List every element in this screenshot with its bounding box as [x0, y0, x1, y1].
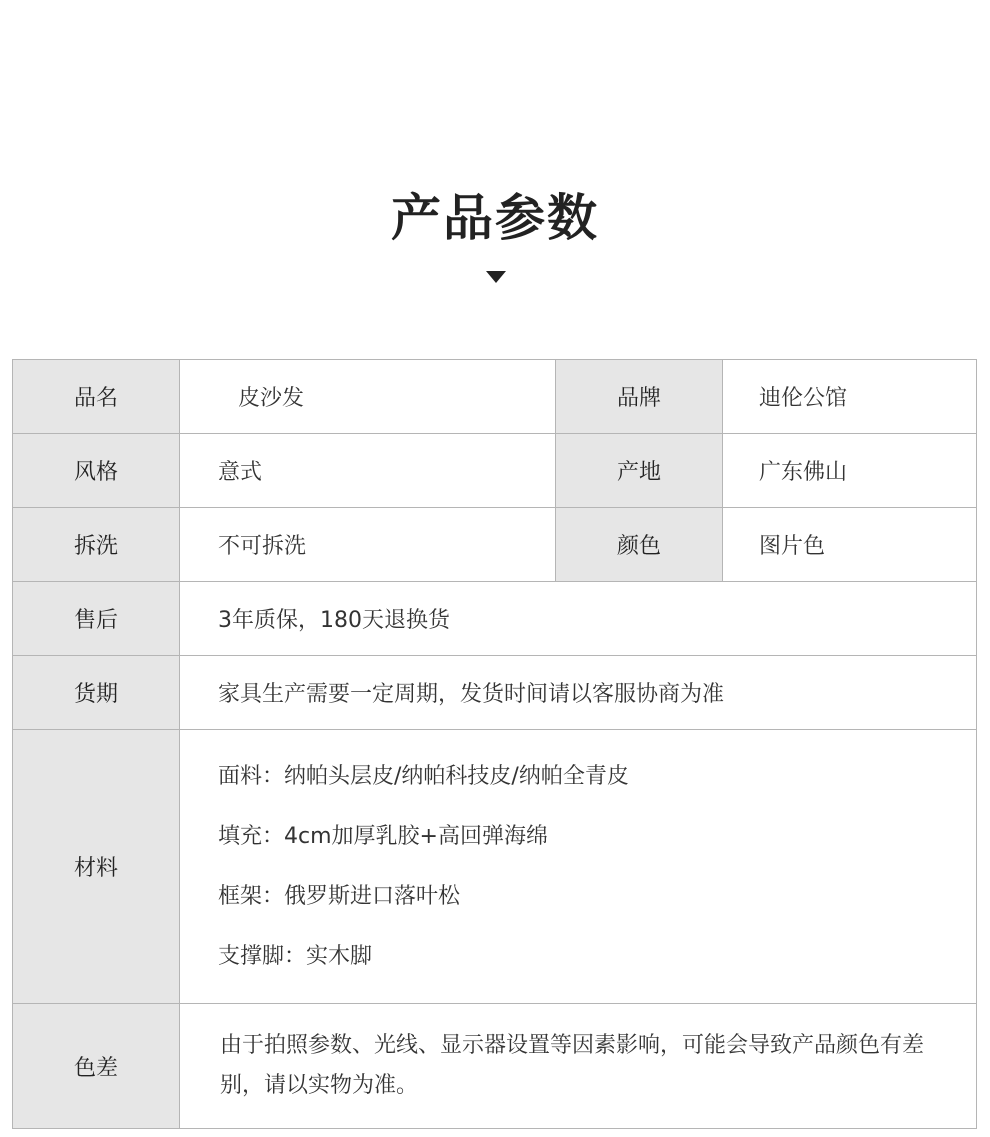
value-delivery: 家具生产需要一定周期，发货时间请以客服协商为准 — [180, 656, 976, 730]
value-color-diff: 由于拍照参数、光线、显示器设置等因素影响，可能会导致产品颜色有差别，请以实物为准。 — [180, 1004, 976, 1128]
label-color-diff: 色差 — [13, 1004, 180, 1128]
label-style: 风格 — [13, 434, 180, 508]
product-spec-table — [12, 359, 977, 1129]
label-color: 颜色 — [556, 508, 723, 582]
value-color: 图片色 — [723, 508, 976, 582]
material-line-frame: 框架：俄罗斯进口落叶松 — [218, 883, 461, 909]
label-after-sales: 售后 — [13, 582, 180, 656]
label-wash: 拆洗 — [13, 508, 180, 582]
material-line-legs: 支撑脚：实木脚 — [218, 943, 373, 969]
label-delivery: 货期 — [13, 656, 180, 730]
value-style: 意式 — [180, 434, 556, 508]
label-origin: 产地 — [556, 434, 723, 508]
page-title: 产品参数 — [391, 189, 599, 247]
label-material: 材料 — [13, 730, 180, 1004]
material-line-filling: 填充：4cm加厚乳胶+高回弹海绵 — [218, 823, 548, 849]
label-brand: 品牌 — [556, 360, 723, 434]
label-name: 品名 — [13, 360, 180, 434]
down-arrow-icon — [486, 271, 506, 283]
value-name: 皮沙发 — [180, 360, 556, 434]
value-after-sales: 3年质保，180天退换货 — [180, 582, 976, 656]
value-brand: 迪伦公馆 — [723, 360, 976, 434]
value-material — [180, 730, 976, 1004]
value-origin: 广东佛山 — [723, 434, 976, 508]
value-wash: 不可拆洗 — [180, 508, 556, 582]
material-line-fabric: 面料：纳帕头层皮/纳帕科技皮/纳帕全青皮 — [218, 763, 629, 789]
